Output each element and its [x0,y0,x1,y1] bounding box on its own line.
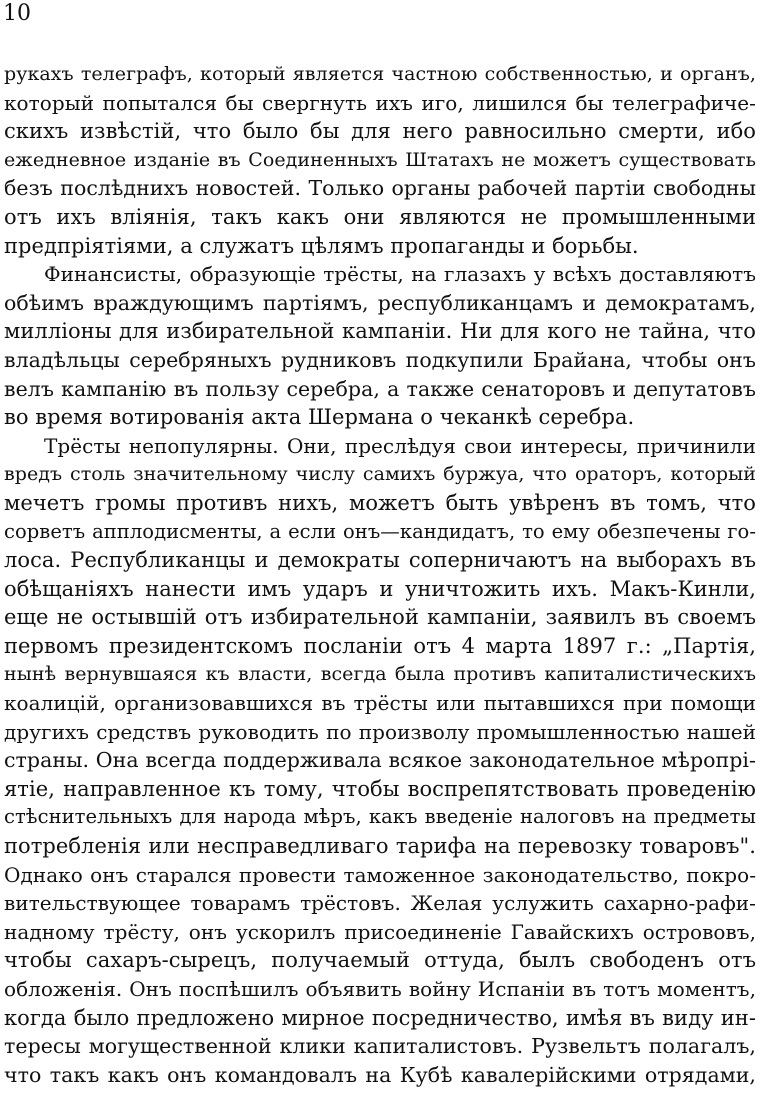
text-line: обѣимъ враждующимъ партіямъ, республиканцамъ и демократамъ, [4,290,756,315]
text-line: надному трёсту, онъ ускорилъ присоединеніе Гавайскихъ острововъ, [4,919,756,944]
text-line: лоса. Республиканцы и демократы соперничаютъ на выборахъ въ [4,548,756,573]
text-line: мечетъ громы противъ нихъ, можетъ быть увѣренъ въ томъ, что [4,490,756,515]
text-line: коалицій, организовавшихся въ трёсты или пытавшихся при помощи [4,691,756,716]
text-line: Финансисты, образующіе трёсты, на глазахъ у всѣхъ доставляютъ [44,262,756,287]
text-line: вредъ столь значительному числу самихъ буржуа, что ораторъ, который [4,463,756,486]
text-line: велъ кампанію въ пользу серебра, а также сенаторовъ и депутатовъ [4,376,756,401]
text-line: обложенія. Онъ поспѣшилъ объявить войну Испаніи въ тотъ моментъ, [4,977,756,1001]
text-line: вительствующее товарамъ трёстовъ. Желая услужить сахарно-рафи- [4,891,756,916]
text-line: рукахъ телеграфъ, который является частною собственностью, и органъ, [4,63,756,85]
body-text [4,60,756,1089]
text-line: во время вотированія акта Шермана о чеканкѣ серебра. [4,405,635,430]
text-line: потребленія или несправедливаго тарифа на перевозку товаровъ". [4,834,756,859]
text-line: когда было предложено мирное посредничество, имѣя въ виду ин- [4,1005,756,1030]
text-line: страны. Она всегда поддерживала всякое законодательное мѣропрі- [4,748,756,773]
text-line: первомъ президентскомъ посланіи отъ 4 марта 1897 г.: „Партія, [4,633,756,658]
text-line: скихъ извѣстій, что было бы для него равносильно смерти, ибо [4,119,756,144]
text-line: сорветъ апплодисменты, а если онъ—кандидатъ, то ему обезпечены го- [4,519,756,543]
text-line: отъ ихъ вліянія, такъ какъ они являются не промышленными [4,204,756,229]
text-line: стѣснительныхъ для народа мѣръ, какъ введеніе налоговъ на предметы [4,805,756,829]
text-line: что такъ какъ онъ командовалъ на Кубѣ кавалерійскими отрядами, [4,1062,756,1087]
text-line: предпріятіями, а служатъ цѣлямъ пропаганды и борьбы. [4,233,639,258]
text-line: чтобы сахаръ-сырецъ, получаемый оттуда, былъ свободенъ отъ [4,948,756,973]
text-line: тересы могущественной клики капиталистовъ. Рузвельтъ полагалъ, [4,1034,756,1059]
text-line: ежедневное изданіе въ Соединенныхъ Штатахъ не можетъ существовать [4,148,756,171]
text-line: Однако онъ старался провести таможенное законодательство, покро- [4,862,756,887]
text-line: еще не остывшій отъ избирательной кампаніи, заявилъ въ своемъ [4,605,756,630]
text-line: Трёсты непопулярны. Они, преслѣдуя свои интересы, причинили [44,433,756,458]
text-line: ятіе, направленное къ тому, чтобы воспрепятствовать проведенію [4,776,756,801]
text-line: владѣльцы серебряныхъ рудниковъ подкупили Брайана, чтобы онъ [4,347,756,372]
text-line: нынѣ вернувшаяся къ власти, всегда была противъ капиталистическихъ [4,663,756,686]
text-line: безъ послѣднихъ новостей. Только органы рабочей партіи свободны [4,176,756,201]
text-line: который попытался бы свергнуть ихъ иго, лишился бы телеграфиче- [4,90,756,115]
text-line: милліоны для избирательной кампаніи. Ни для кого не тайна, что [4,319,756,344]
text-line: обѣщаніяхъ нанести имъ ударъ и уничтожить ихъ. Макъ-Кинли, [4,576,756,601]
text-line: другихъ средствъ руководить по произволу промышленностью нашей [4,719,756,744]
page-number: 10 [3,1,31,26]
